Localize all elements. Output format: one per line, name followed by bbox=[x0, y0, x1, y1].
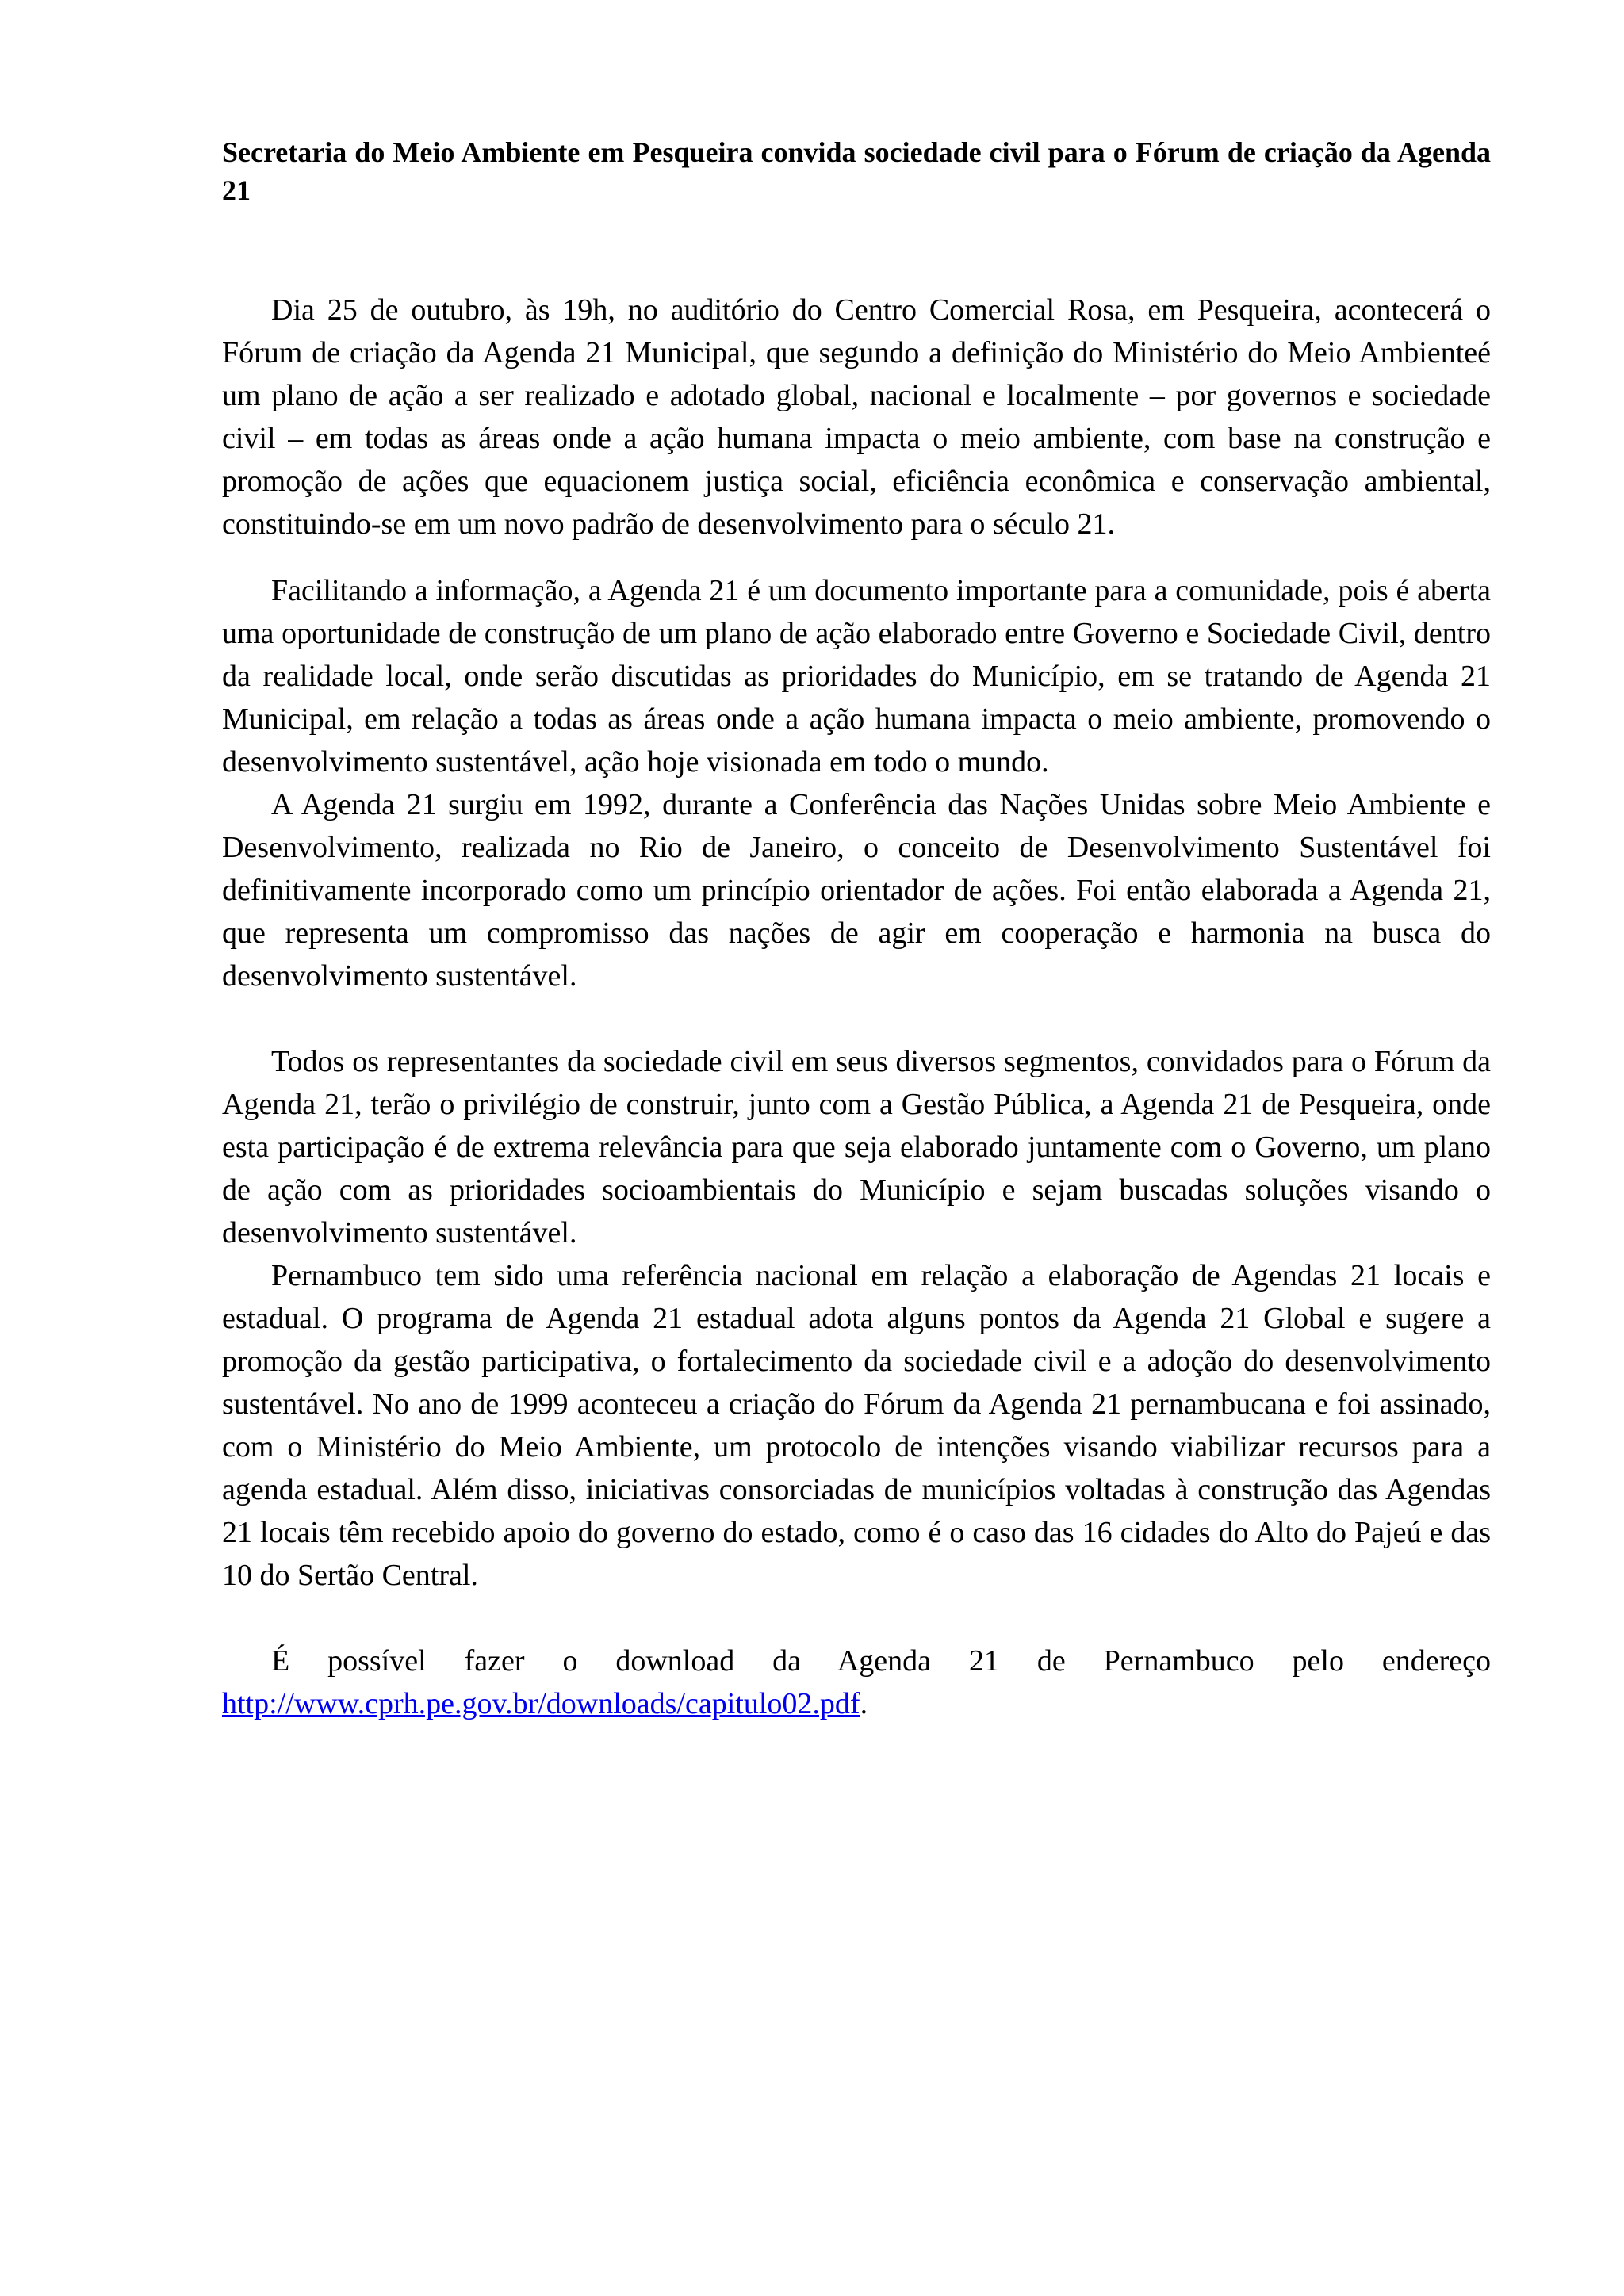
spacer bbox=[222, 209, 1491, 289]
paragraph-forum-announcement: Dia 25 de outubro, às 19h, no auditório do Centro Comercial Rosa, em Pesqueira, acontecerá o Fórum de criação da Agenda 21 Municipal, que segundo a definição do Ministério do Meio Ambienteé um plano de ação a ser realizado e adotado global, nacional e localmente – por governos e sociedade civil – em todas as áreas onde a ação humana impacta o meio ambiente, com base na construção e promoção de ações que equacionem justiça social, eficiência econômica e conservação ambiental, constituindo-se em um novo padrão de desenvolvimento para o século 21. bbox=[222, 293, 1491, 541]
paragraph-civil-society: Todos os representantes da sociedade civil em seus diversos segmentos, convidados para o Fórum da Agenda 21, terão o privilégio de construir, junto com a Gestão Pública, a Agenda 21 de Pesqueira, onde esta participação é de extrema relevância para que seja elaborado juntamente com o Governo, um plano de ação com as prioridades socioambientais do Município e sejam buscadas soluções visando o desenvolvimento sustentável. bbox=[222, 1045, 1491, 1249]
spacer bbox=[222, 1597, 1491, 1640]
spacer bbox=[222, 997, 1491, 1040]
paragraph-history: A Agenda 21 surgiu em 1992, durante a Conferência das Nações Unidas sobre Meio Ambiente e Desenvolvimento, realizada no Rio de Janeiro, o conceito de Desenvolvimento Sustentável foi definitivamente incorporado como um princípio orientador de ações. Foi então elaborada a Agenda 21, que representa um compromisso das nações de agir em cooperação e harmonia na busca do desenvolvimento sustentável. bbox=[222, 788, 1491, 993]
document-title: Secretaria do Meio Ambiente em Pesqueira convida sociedade civil para o Fórum de criação da Agenda 21 bbox=[222, 136, 1491, 206]
download-text: É possível fazer o download da Agenda 21 de Pernambuco pelo endereço bbox=[271, 1644, 1491, 1678]
paragraph-information: Facilitando a informação, a Agenda 21 é um documento importante para a comunidade, pois é aberta uma oportunidade de construção de um plano de ação elaborado entre Governo e Sociedade Civil, dentro da realidade local, onde serão discutidas as prioridades do Município, em se tratando de Agenda 21 Municipal, em relação a todas as áreas onde a ação humana impacta o meio ambiente, promovendo o desenvolvimento sustentável, ação hoje visionada em todo o mundo. bbox=[222, 574, 1491, 779]
spacer bbox=[222, 545, 1491, 569]
download-end: . bbox=[860, 1687, 868, 1720]
document-page bbox=[222, 133, 1491, 1725]
paragraph-download bbox=[222, 1640, 1491, 1725]
download-link[interactable]: http://www.cprh.pe.gov.br/downloads/capitulo02.pdf bbox=[222, 1687, 860, 1720]
paragraph-pernambuco: Pernambuco tem sido uma referência nacional em relação a elaboração de Agendas 21 locais e estadual. O programa de Agenda 21 estadual adota alguns pontos da Agenda 21 Global e sugere a promoção da gestão participativa, o fortalecimento da sociedade civil e a adoção do desenvolvimento sustentável. No ano de 1999 aconteceu a criação do Fórum da Agenda 21 pernambucana e foi assinado, com o Ministério do Meio Ambiente, um protocolo de intenções visando viabilizar recursos para a agenda estadual. Além disso, iniciativas consorciadas de municípios voltadas à construção das Agendas 21 locais têm recebido apoio do governo do estado, como é o caso das 16 cidades do Alto do Pajeú e das 10 do Sertão Central. bbox=[222, 1259, 1491, 1592]
